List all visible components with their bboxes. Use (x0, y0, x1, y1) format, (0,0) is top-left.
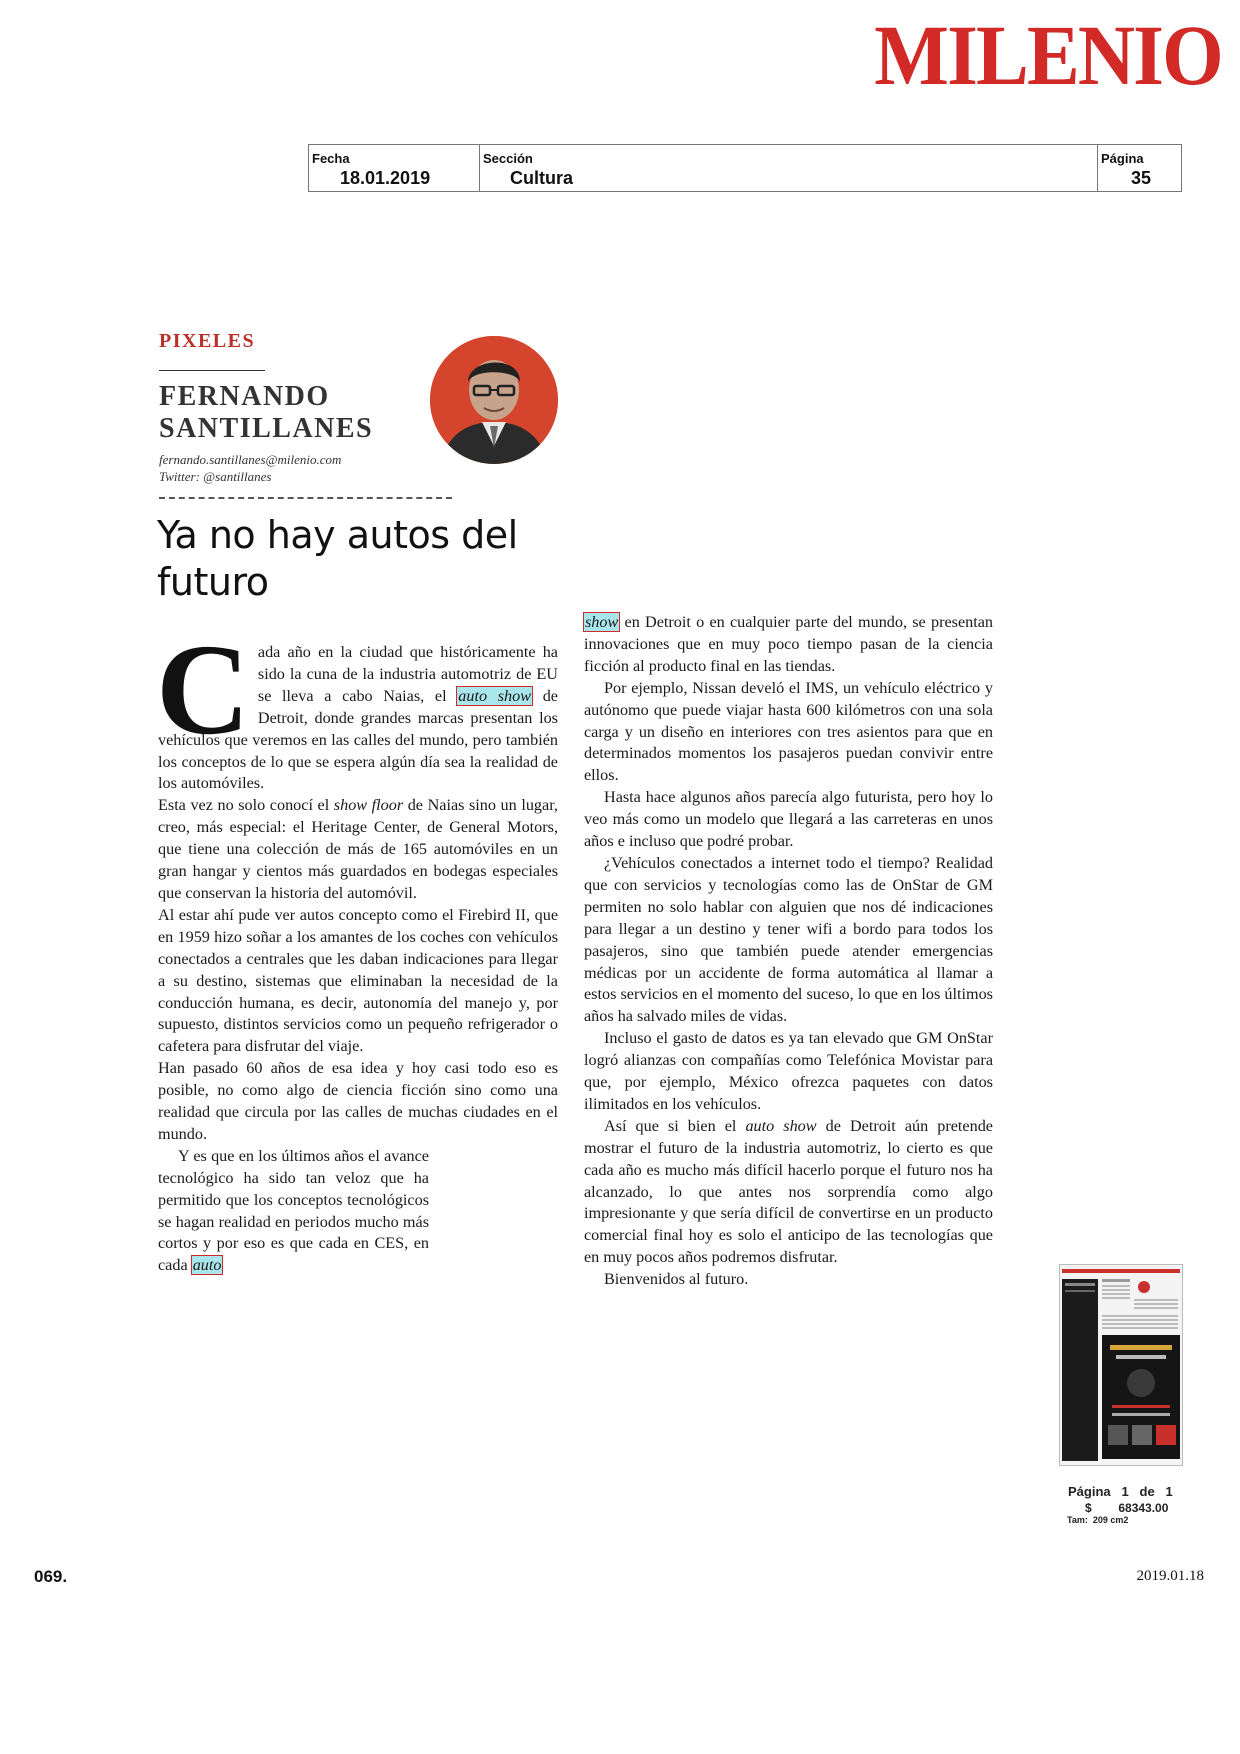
col2-paragraph-6 (584, 1116, 993, 1269)
pagina-cell (1098, 145, 1181, 191)
fecha-cell (309, 145, 480, 191)
paragraph-2 (158, 795, 558, 905)
page-thumbnail-icon (1060, 1265, 1182, 1465)
column-section-label: PIXELES (159, 330, 256, 352)
highlight-show: show (585, 613, 619, 631)
author-portrait (430, 336, 558, 464)
author-email: fernando.santillanes@milenio.com (159, 452, 342, 467)
byline-divider (159, 497, 452, 499)
paragraph-1-text-b: de Detroit, donde grandes marcas presentan los vehículos que veremos en las calles del mundo, pero también los conceptos de lo que se espera algún día sea la realidad de los automóviles. (158, 686, 558, 793)
paragraph-5-text: Y es que en los últimos años el avance tecnológico ha sido tan veloz que ha permitido que los conceptos tecnológicos se hagan realidad en periodos mucho más cortos y por eso es que cada en CES, en cada (158, 1146, 429, 1275)
article-column-2 (584, 612, 993, 1291)
fecha-value: 18.01.2019 (340, 168, 431, 188)
paragraph-2-italic: show floor (333, 796, 404, 815)
footer-date: 2019.01.18 (1136, 1568, 1204, 1584)
article-headline: Ya no hay autos del futuro (157, 513, 518, 604)
paragraph-3: Al estar ahí pude ver autos concepto como el Firebird II, que en 1959 hizo soñar a los amantes de los coches con vehículos conectados a centrales que les daban indicaciones para llegar a su destino, sistemas que eliminaban la necesidad de la conducción humana, es decir, autonomía del manejo y, por supuesto, distintos servicios como un pequeño refrigerador o cafetera para disfrutar del viaje. (158, 905, 558, 1056)
col2-paragraph-7: Bienvenidos al futuro. (604, 1270, 749, 1289)
paragraph-5-wrap (158, 1146, 429, 1277)
col2-paragraph-2: Por ejemplo, Nissan develó el IMS, un vehículo eléctrico y autónomo que puede viajar hasta 600 kilómetros con una sola carga y un diseño en interiores con tres asientos para que en determinados momentos los pasajeros puedan convivir entre ellos. (584, 678, 993, 785)
highlight-auto: auto (192, 1256, 222, 1275)
paragraph-1-text-a: ada año en la ciudad que históricamente ha sido la cuna de la industria automotriz de EU se lleva a cabo Naias, el (257, 643, 558, 705)
page-thumbnail (1059, 1264, 1183, 1466)
footer-code: 069. (34, 1567, 68, 1586)
col2-paragraph-5: Incluso el gasto de datos es ya tan elevado que GM OnStar logró alianzas con compañías como Telefónica Movistar para que, por ejemplo, México ofrezca paquetes con datos ilimitados en los vehículos. (584, 1029, 993, 1113)
paragraph-2-text-b: de Naias sino un lugar, creo, más especial: el Heritage Center, de General Motors, que tiene una colección de más de 165 automóviles en un gran hangar y cientos más guardados en bodegas especiales que conservan la historia del automóvil. (158, 796, 558, 902)
drop-cap: C (156, 618, 250, 762)
col2-paragraph-1 (584, 612, 993, 678)
pagina-label: Página (1101, 151, 1144, 166)
author-name-first: FERNANDO (159, 381, 330, 412)
col2-paragraph-6-italic: auto show (745, 1116, 817, 1135)
col2-paragraph-3: Hasta hace algunos años parecía algo futurista, pero hoy lo veo más como un modelo que llegará a las carreteras en unos años e incluso que podré probar. (584, 788, 993, 851)
highlight-auto-show: auto show (458, 686, 532, 705)
paragraph-5 (158, 1146, 429, 1277)
author-name (159, 381, 373, 445)
size-value: Tam: 209 cm2 (1067, 1515, 1129, 1525)
page-count: Página 1 de 1 (1068, 1484, 1173, 1499)
author-portrait-icon (430, 336, 558, 464)
milenio-logo: MILENIO (874, 7, 1222, 103)
info-bar (308, 144, 1182, 192)
seccion-cell (480, 145, 1098, 191)
fecha-label: Fecha (312, 151, 350, 166)
col2-paragraph-6-text-b: de Detroit aún pretende mostrar el futuro de la industria automotriz, lo cierto es que cada año es mucho más difícil hacerlo porque el futuro nos ha alcanzado, lo que antes nos sorprendía como algo impresionante y que sería difícil de convertirse en un producto comercial final hoy es solo el anticipo de las tecnologías que en muy pocos años podremos disfrutar. (584, 1116, 993, 1267)
price-value: $ 68343.00 (1085, 1501, 1169, 1515)
section-divider (159, 370, 265, 371)
col2-paragraph-4: ¿Vehículos conectados a internet todo el tiempo? Realidad que con servicios y tecnologías como las de OnStar de GM permiten no solo hablar con alguien que nos dé indicaciones para llegar a un destino y tener wifi a bordo para todos los pasajeros, sino que también puede atender emergencias médicas por un accidente de forma automática al llamar a estos servicios en el momento del suceso, lo que en los últimos años ha salvado miles de vidas. (584, 853, 993, 1026)
article-lead (158, 620, 558, 1277)
paragraph-1 (158, 620, 558, 795)
col2-paragraph-1-text: en Detroit o en cualquier parte del mundo, se presentan innovaciones que en muy poco tiempo pasan de la ciencia ficción al producto final en las tiendas. (584, 613, 993, 675)
paragraph-2-text-a: Esta vez no solo conocí el (158, 796, 334, 815)
paragraph-4: Han pasado 60 años de esa idea y hoy casi todo eso es posible, no como algo de ciencia ficción sino como una realidad que circula por las calles de muchas ciudades en el mundo. (158, 1059, 558, 1143)
author-twitter: Twitter: @santillanes (159, 469, 272, 484)
pagina-value: 35 (1131, 168, 1152, 188)
author-name-last: SANTILLANES (159, 413, 374, 444)
seccion-label: Sección (483, 151, 533, 166)
seccion-value: Cultura (510, 168, 573, 188)
col2-paragraph-6-text-a: Así que si bien el (604, 1116, 746, 1135)
